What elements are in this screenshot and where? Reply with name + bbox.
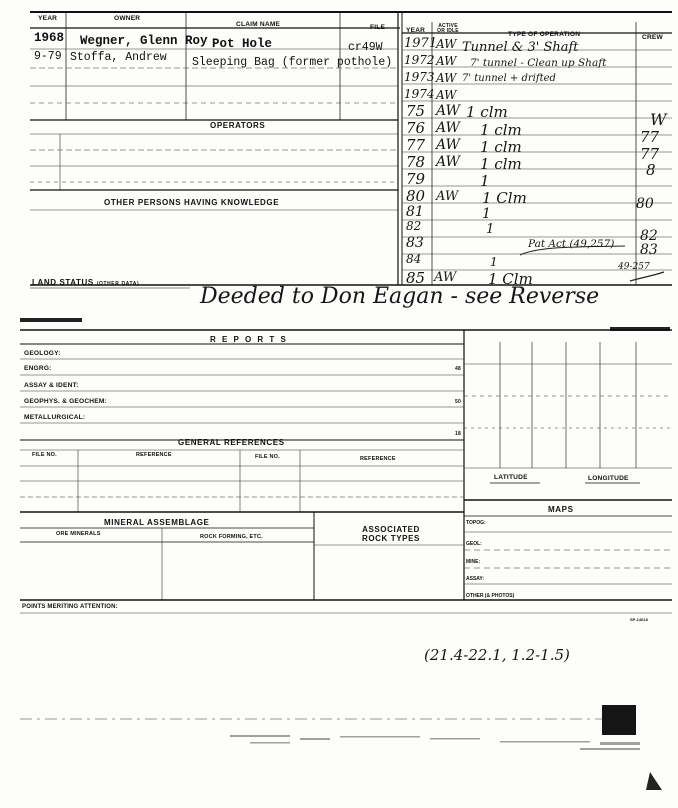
activity-operation-3: 7' tunnel + drifted <box>462 73 556 84</box>
activity-year-3: 1973 <box>404 70 435 84</box>
activity-year-14: 84 <box>406 252 422 266</box>
activity-status-2: AW <box>436 54 457 68</box>
report-bottom-num: 18 <box>455 431 461 437</box>
owner-year-2: 9-79 <box>34 50 62 63</box>
activity-status-5: AW <box>436 103 460 119</box>
crew-column-label: CREW <box>642 34 663 41</box>
mineral-assemblage-heading: MINERAL ASSEMBLAGE <box>104 518 210 527</box>
activity-operation-5: 1 clm <box>466 103 508 121</box>
report-geophys-num: 50 <box>455 399 461 405</box>
form-number: SP-14618 <box>630 617 648 622</box>
activity-status-4: AW <box>436 88 457 102</box>
references-col-reference-2: REFERENCE <box>360 456 396 462</box>
activity-year-label: YEAR <box>406 27 426 34</box>
activity-operation-13: Pat Act (49,257) <box>528 238 615 250</box>
activity-year-8: 78 <box>406 153 426 171</box>
type-of-operation-label: TYPE OF OPERATION <box>508 31 581 38</box>
references-col-reference-1: REFERENCE <box>136 452 172 458</box>
activity-year-15: 85 <box>406 269 426 287</box>
activity-status-6: AW <box>436 120 460 136</box>
owner-column-label: OWNER <box>114 15 141 22</box>
activity-operation-14: 1 <box>490 255 498 269</box>
maps-mine-label: MINE: <box>466 559 481 565</box>
claim-name-1: Pot Hole <box>212 37 273 51</box>
activity-year-13: 83 <box>406 235 424 251</box>
points-meriting-attention-label: POINTS MERITING ATTENTION: <box>22 604 118 610</box>
activity-status-10: AW <box>436 189 459 204</box>
other-persons-heading: OTHER PERSONS HAVING KNOWLEDGE <box>104 198 280 207</box>
activity-crew-10: 80 <box>636 196 654 212</box>
owner-year-1: 1968 <box>34 31 65 45</box>
activity-status-1: AW <box>436 37 457 51</box>
rock-forming-label: ROCK FORMING, ETC. <box>200 534 263 540</box>
owner-name-1: Wegner, Glenn Roy <box>80 34 208 48</box>
activity-status-7: AW <box>436 137 460 153</box>
activity-year-2: 1972 <box>404 53 435 67</box>
maps-geol-label: GEOL: <box>466 541 482 547</box>
report-engrg-label: ENGRG: <box>24 365 52 372</box>
activity-crew-12: 82 <box>640 228 658 244</box>
associated-rock-types-heading: ASSOCIATED ROCK TYPES <box>361 525 420 543</box>
maps-heading: MAPS <box>548 505 574 514</box>
activity-crew-14: 49-257 <box>618 262 650 272</box>
latitude-label: LATITUDE <box>494 474 528 481</box>
report-metallurgical-label: METALLURGICAL: <box>24 414 86 421</box>
activity-status-8: AW <box>436 154 460 170</box>
activity-status-15: AW <box>434 270 457 285</box>
owner-name-2: Stoffa, Andrew <box>70 51 167 64</box>
year-column-label: YEAR <box>38 15 58 22</box>
activity-operation-1: Tunnel & 3' Shaft <box>462 40 579 55</box>
activity-year-11: 81 <box>406 204 424 220</box>
activity-year-7: 77 <box>406 136 426 154</box>
claim-name-2: Sleeping Bag (former pothole) <box>192 56 393 69</box>
activity-crew-6: 77 <box>640 128 660 146</box>
references-col-file-no-2: FILE NO. <box>255 454 280 460</box>
activity-operation-12: 1 <box>486 222 495 237</box>
land-status-heading: LAND STATUS (OTHER DATA) <box>32 278 140 287</box>
activity-operation-15: 1 Clm <box>488 270 533 288</box>
activity-operation-7: 1 clm <box>480 138 522 156</box>
report-assay-label: ASSAY & IDENT: <box>24 382 79 389</box>
activity-operation-10: 1 Clm <box>482 189 527 207</box>
activity-operation-2: 7' tunnel - Clean up Shaft <box>470 57 607 69</box>
activity-crew-5: W <box>650 110 667 129</box>
longitude-label: LONGITUDE <box>588 475 629 482</box>
operators-heading: OPERATORS <box>210 121 266 130</box>
activity-crew-13: 83 <box>640 242 658 258</box>
claim-name-column-label: CLAIM NAME <box>236 21 281 28</box>
activity-operation-6: 1 clm <box>480 121 522 139</box>
activity-year-5: 75 <box>406 102 426 120</box>
active-or-idle-label: ACTIVE OR IDLE <box>437 23 459 34</box>
report-geophys-label: GEOPHYS. & GEOCHEM: <box>24 398 107 405</box>
activity-operation-9: 1 <box>480 172 490 190</box>
activity-operation-8: 1 clm <box>480 155 522 173</box>
activity-year-9: 79 <box>406 170 426 188</box>
file-column-label: FILE <box>370 24 386 31</box>
activity-crew-7: 77 <box>640 145 660 163</box>
maps-topog-label: TOPOG: <box>466 520 486 526</box>
maps-other-label: OTHER (& PHOTOS) <box>466 593 515 599</box>
activity-operation-11: 1 <box>482 206 491 222</box>
activity-status-3: AW <box>436 71 457 85</box>
report-engrg-num: 48 <box>455 366 461 372</box>
activity-year-1: 1971 <box>404 36 438 51</box>
general-references-heading: GENERAL REFERENCES <box>178 438 285 447</box>
activity-year-6: 76 <box>406 119 426 137</box>
report-geology-label: GEOLOGY: <box>24 350 61 357</box>
activity-year-10: 80 <box>406 187 426 205</box>
land-status-note: Deeded to Don Eagan - see Reverse <box>200 284 600 309</box>
maps-assay-label: ASSAY: <box>466 576 485 582</box>
references-col-file-no-1: FILE NO. <box>32 452 57 458</box>
activity-year-12: 82 <box>406 219 422 233</box>
handwritten-coordinates: (21.4-22.1, 1.2-1.5) <box>424 646 570 664</box>
file-number-1: cr49W <box>348 41 383 54</box>
reports-heading: R E P O R T S <box>210 335 288 344</box>
activity-year-4: 1974 <box>404 87 435 101</box>
ore-minerals-label: ORE MINERALS <box>56 531 101 537</box>
activity-crew-8: 8 <box>646 161 656 179</box>
